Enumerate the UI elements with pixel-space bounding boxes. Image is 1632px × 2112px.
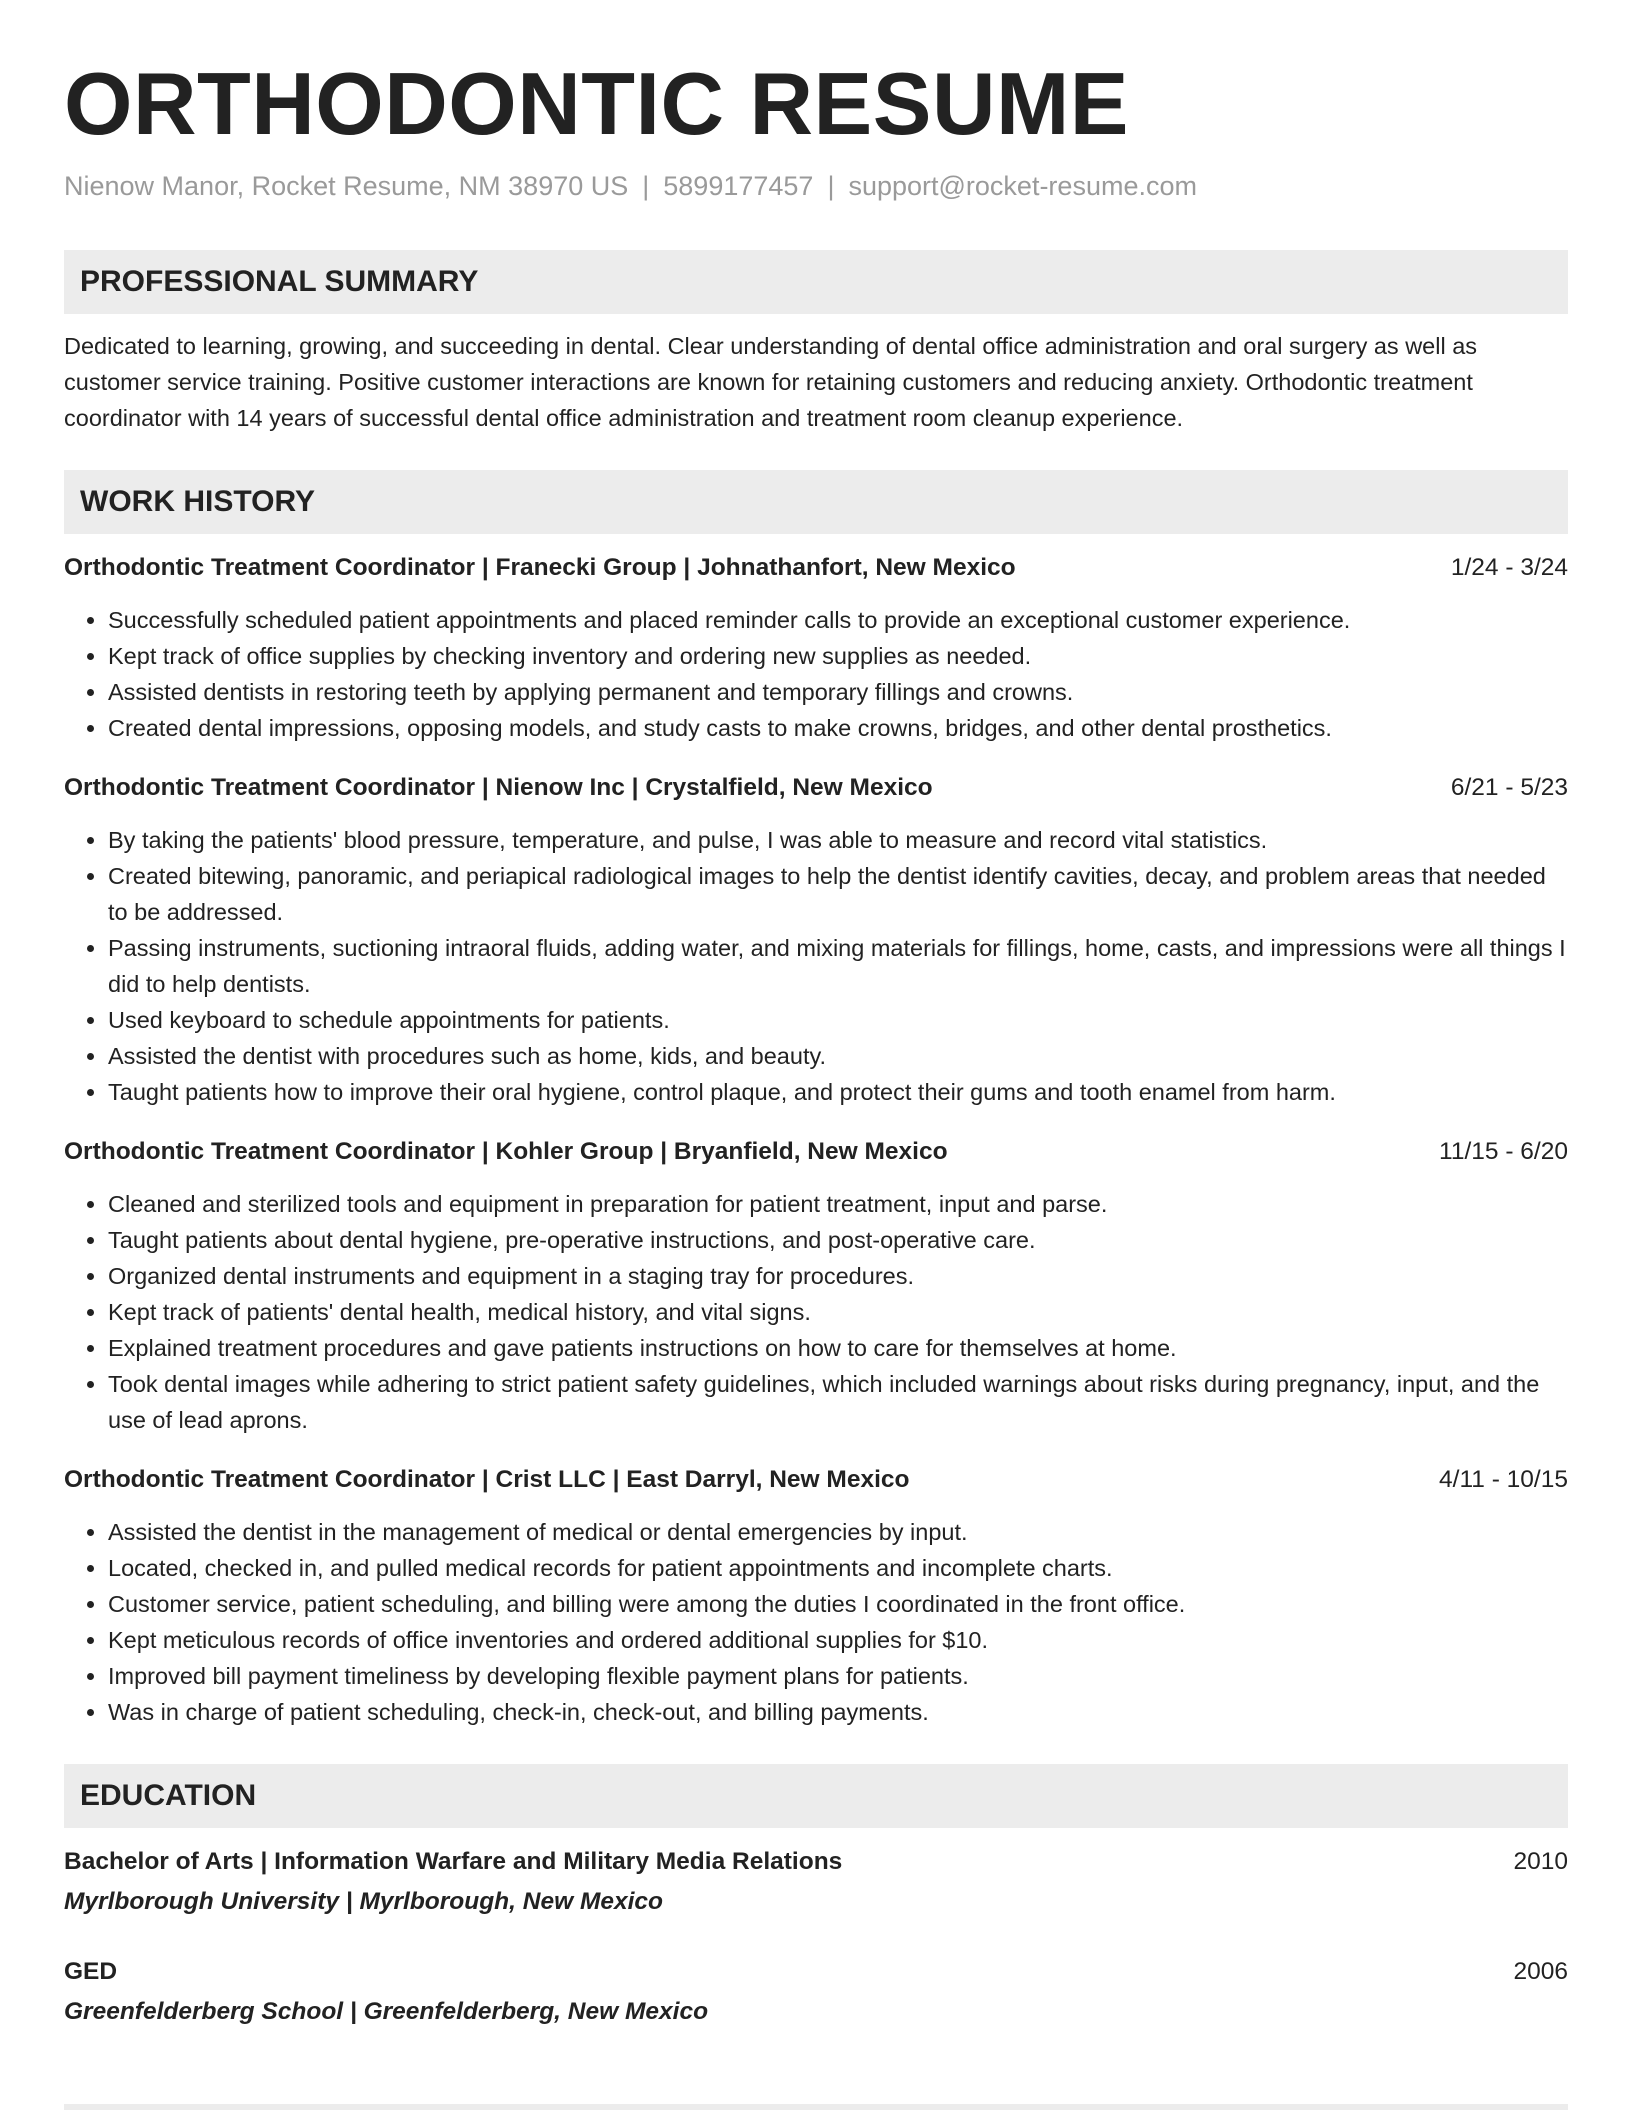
job-bullet: • Cleaned and sterilized tools and equipment in preparation for patient treatment, input and parse. [108,1186,1568,1222]
bottom-divider [64,2104,1568,2110]
job-dates: 1/24 - 3/24 [1450,554,1568,581]
job-bullet: • Located, checked in, and pulled medical records for patient appointments and incomplete charts. [108,1550,1568,1586]
job-header [64,550,1568,586]
job-bullet: • Kept track of office supplies by checking inventory and ordering new supplies as needed. [108,638,1568,674]
section-heading-work-history: WORK HISTORY [64,470,1568,534]
job-header [64,770,1568,806]
job-dates: 6/21 - 5/23 [1450,774,1568,801]
resume-title: ORTHODONTIC RESUME [64,54,1129,153]
job-bullet: • Improved bill payment timeliness by developing flexible payment plans for patients. [108,1658,1568,1694]
education-school: Greenfelderberg School | Greenfelderberg, New Mexico [64,1998,709,2025]
contact-separator: | [827,171,835,201]
job-bullet: • Passing instruments, suctioning intraoral fluids, adding water, and mixing materials for fillings, home, casts, and impressions were all things I did to help dentists. [108,930,1568,1002]
education-header [64,1844,1568,1880]
education-school: Myrlborough University | Myrlborough, New Mexico [64,1888,664,1915]
job-header [64,1134,1568,1170]
contact-line [64,168,1568,204]
contact-email: support@rocket-resume.com [848,171,1197,201]
job-bullets [64,602,1568,746]
job-bullet: • Customer service, patient scheduling, and billing were among the duties I coordinated in the front office. [108,1586,1568,1622]
job-bullet: • Created bitewing, panoramic, and periapical radiological images to help the dentist identify cavities, decay, and problem areas that needed to be addressed. [108,858,1568,930]
job-bullet: • Used keyboard to schedule appointments for patients. [108,1002,1568,1038]
job-dates: 4/11 - 10/15 [1439,1466,1568,1493]
job-title: Orthodontic Treatment Coordinator | Kohler Group | Bryanfield, New Mexico [64,1138,948,1165]
job-title: Orthodontic Treatment Coordinator | Crist LLC | East Darryl, New Mexico [64,1466,910,1493]
job-bullet: • Assisted the dentist with procedures such as home, kids, and beauty. [108,1038,1568,1074]
job-bullet: • Assisted the dentist in the management of medical or dental emergencies by input. [108,1514,1568,1550]
job-bullet: • Taught patients how to improve their oral hygiene, control plaque, and protect their gums and tooth enamel from harm. [108,1074,1568,1110]
education-degree: GED [64,1958,118,1985]
job-bullet: • Successfully scheduled patient appointments and placed reminder calls to provide an exceptional customer experience. [108,602,1568,638]
job-bullet: • Kept track of patients' dental health, medical history, and vital signs. [108,1294,1568,1330]
summary-text: Dedicated to learning, growing, and succeeding in dental. Clear understanding of dental office administration and oral surgery as well as customer service training. Positive customer interactions are known for retaining customers and reducing anxiety. Orthodontic treatment coordinator with 14 years of successful dental office administration and treatment room cleanup experience. [64,333,1478,431]
education-year: 2006 [1513,1958,1568,1985]
job-title: Orthodontic Treatment Coordinator | Franecki Group | Johnathanfort, New Mexico [64,554,1016,581]
education-year: 2010 [1513,1848,1568,1875]
job-bullets [64,1514,1568,1730]
job-bullet: • Explained treatment procedures and gave patients instructions on how to care for themselves at home. [108,1330,1568,1366]
job-entry [64,770,1568,1110]
job-dates: 11/15 - 6/20 [1439,1138,1568,1165]
contact-separator: | [642,171,650,201]
education-header [64,1954,1568,1990]
job-title: Orthodontic Treatment Coordinator | Nienow Inc | Crystalfield, New Mexico [64,774,933,801]
job-bullet: • Took dental images while adhering to strict patient safety guidelines, which included warnings about risks during pregnancy, input, and the use of lead aprons. [108,1366,1568,1438]
education-degree: Bachelor of Arts | Information Warfare and Military Media Relations [64,1848,843,1875]
job-header [64,1462,1568,1498]
job-entry [64,550,1568,746]
contact-phone: 5899177457 [663,171,814,201]
job-bullet: • Organized dental instruments and equipment in a staging tray for procedures. [108,1258,1568,1294]
job-bullets [64,822,1568,1110]
job-bullet: • Taught patients about dental hygiene, pre-operative instructions, and post-operative care. [108,1222,1568,1258]
education-entry [64,1954,1568,2030]
education-entry [64,1844,1568,1920]
job-entry [64,1134,1568,1438]
job-bullet: • Was in charge of patient scheduling, check-in, check-out, and billing payments. [108,1694,1568,1730]
job-bullet: • Kept meticulous records of office inventories and ordered additional supplies for $10. [108,1622,1568,1658]
contact-address: Nienow Manor, Rocket Resume, NM 38970 US [64,171,629,201]
job-bullet: • Created dental impressions, opposing models, and study casts to make crowns, bridges, and other dental prosthetics. [108,710,1568,746]
job-entry [64,1462,1568,1730]
section-heading-education: EDUCATION [64,1764,1568,1828]
job-bullet: • Assisted dentists in restoring teeth by applying permanent and temporary fillings and crowns. [108,674,1568,710]
job-bullet: • By taking the patients' blood pressure, temperature, and pulse, I was able to measure and record vital statistics. [108,822,1568,858]
section-heading-summary: PROFESSIONAL SUMMARY [64,250,1568,314]
job-bullets [64,1186,1568,1438]
